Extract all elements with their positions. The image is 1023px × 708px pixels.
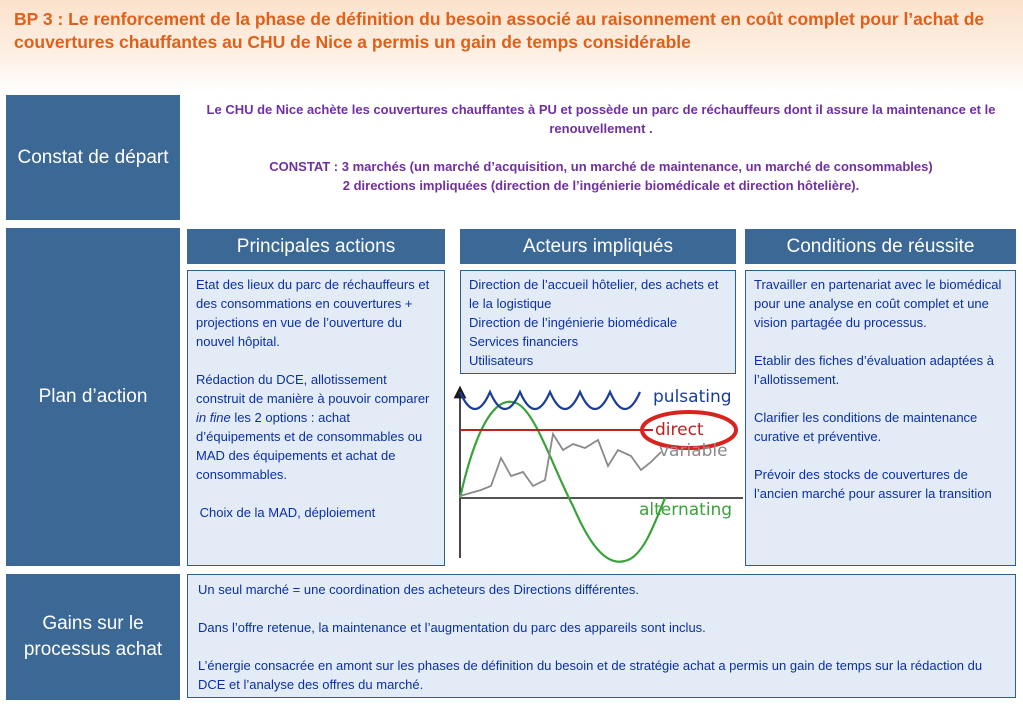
gains-p2: Dans l’offre retenue, la maintenance et l’augmentation du parc des appareils sont inclus.: [198, 620, 706, 635]
gains-p3: L’énergie consacrée en amont sur les phases de définition du besoin et de stratégie achat a permis un gain de temps sur la rédaction du DCE et l’analyse des offres du marché.: [198, 658, 983, 692]
conditions-p1: Travailler en partenariat avec le biomédical pour une analyse en coût complet et une vision partagée du processus.: [754, 277, 1002, 330]
conditions-header: Conditions de réussite: [745, 229, 1016, 264]
constat-label-panel: [6, 95, 180, 220]
acteur-line: Direction de l’accueil hôtelier, des achets et le la logistique: [469, 277, 719, 311]
actions-p1: Etat des lieux du parc de réchauffeurs et des consommations en couvertures + projections en vue de l’ouverture du nouvel hôpital.: [196, 277, 430, 349]
conditions-p4: Prévoir des stocks de couvertures de l’ancien marché pour assurer la transition: [754, 467, 992, 501]
constat-label: Constat de départ: [17, 146, 169, 168]
acteurs-box: [460, 270, 736, 374]
gains-p1: Un seul marché = une coordination des acheteurs des Directions différentes.: [198, 582, 639, 597]
plan-label: Plan d’action: [38, 386, 148, 407]
gains-label-panel: [6, 574, 180, 700]
constat-text-block: [190, 100, 1012, 195]
gains-box: [187, 574, 1016, 698]
pulsating-label: pulsating: [653, 387, 732, 407]
actions-p3: Choix de la MAD, déploiement: [196, 505, 376, 520]
conditions-p3: Clarifier les conditions de maintenance curative et préventive.: [754, 410, 978, 444]
actions-header: Principales actions: [187, 229, 445, 264]
acteur-line: Direction de l’ingénierie biomédicale: [469, 315, 678, 330]
constat-markets: CONSTAT : 3 marchés (un marché d’acquisition, un marché de maintenance, un marché de consommables): [269, 159, 933, 174]
variable-curve: [460, 434, 661, 496]
conditions-p2: Etablir des fiches d’évaluation adaptées à l’allotissement.: [754, 353, 994, 387]
gains-label: Gains sur le processus achat: [23, 613, 163, 660]
alternating-curve: [460, 402, 665, 562]
actions-box: [187, 270, 445, 566]
conditions-box: [745, 270, 1016, 566]
acteurs-header: Acteurs impliqués: [460, 229, 736, 264]
variable-label: variable: [659, 441, 728, 461]
acteur-line: Utilisateurs: [469, 353, 534, 368]
plan-label-panel: [6, 228, 180, 566]
current-types-diagram: [453, 378, 743, 568]
acteur-line: Services financiers: [469, 334, 579, 349]
direct-label: direct: [655, 420, 704, 440]
page-title: BP 3 : Le renforcement de la phase de définition du besoin associé au raisonnement en coût complet pour l’achat de couvertures chauffantes au CHU de Nice a permis un gain de temps considérable: [14, 9, 985, 52]
constat-intro: Le CHU de Nice achète les couvertures chauffantes à PU et possède un parc de réchauffeurs dont il assure la maintenance et le renouvellement .: [206, 102, 996, 136]
pulsating-curve: [460, 392, 640, 409]
actions-p2: Rédaction du DCE, allotissement construit de manière à pouvoir comparer in fine les 2 options : achat d’équipements et de consommables ou MAD des équipements et achat de consommables.: [196, 372, 430, 482]
constat-directions: 2 directions impliquées (direction de l’ingénierie biomédicale et direction hôtelière).: [342, 178, 860, 193]
alternating-label: alternating: [639, 500, 733, 520]
